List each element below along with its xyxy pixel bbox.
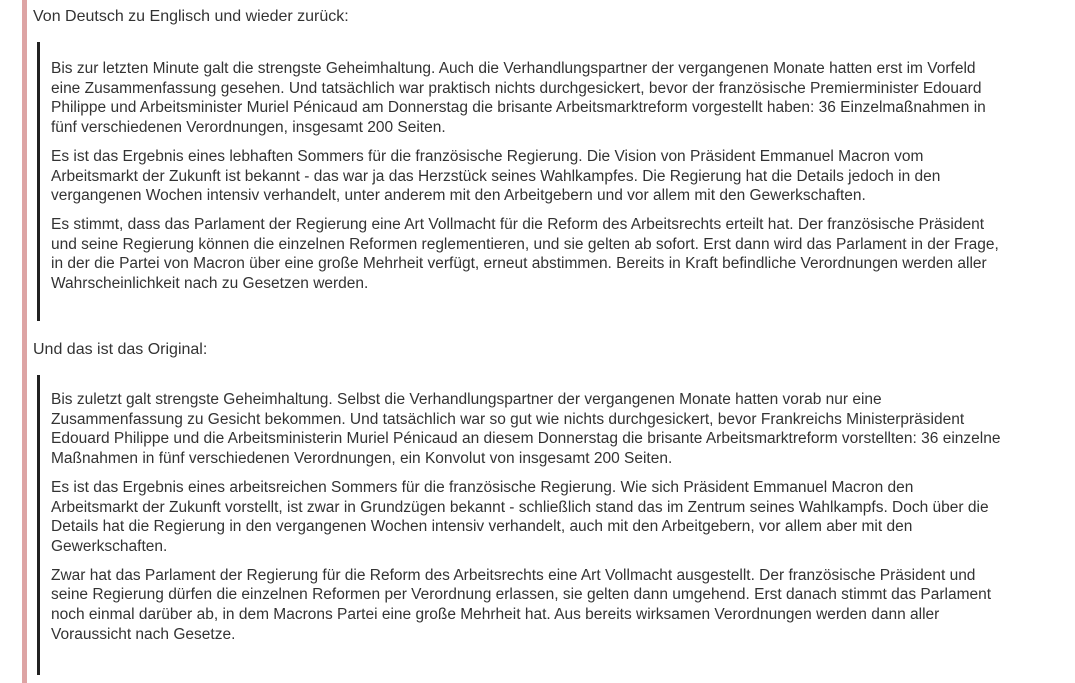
original-paragraph-3: Zwar hat das Parlament der Regierung für die Reform des Arbeitsrechts eine Art Vollmacht ausgestellt. Der französische Präsident und seine Regierung dürfen die einzelnen Reformen per Verordnung erlassen, sie gelten dann umgehend. Erst danach stimmt das Parlament noch einmal darüber ab, in dem Macrons Partei eine große Mehrheit hat. Aus bereits wirksamen Verordnungen werden dann aller Voraussicht nach Gesetze. (51, 566, 992, 643)
original-paragraph-1: Bis zuletzt galt strengste Geheimhaltung. Selbst die Verhandlungspartner der vergangenen Monate hatten vorab nur eine Zusammenfassung zu Gesicht bekommen. Und tatsächlich war so gut wie nichts durchgesickert, bevor Frankreichs Ministerpräsident Edouard Philippe und die Arbeitsministerin Muriel Pénicaud an diesem Donnerstag die brisante Arbeitsmarktreform vorstellten: 36 einzelne Maßnahmen in fünf verschiedenen Verordnungen, ein Konvolut von insgesamt 200 Seiten. (51, 391, 1001, 468)
translated-paragraph-3: Es stimmt, dass das Parlament der Regierung eine Art Vollmacht für die Reform des Arbeitsrechts erteilt hat. Der französische Präsident und seine Regierung können die einzelnen Reformen reglementieren, und sie gelten ab sofort. Erst dann wird das Parlament in der Frage, in der die Partei von Macron über eine große Mehrheit verfügt, erneut abstimmen. Bereits in Kraft befindliche Verordnungen werden aller Wahrscheinlichkeit nach zu Gesetzen werden. (51, 215, 999, 293)
intro-translation-label: Von Deutsch zu Englisch und wieder zurück: (33, 8, 349, 25)
translated-paragraph-2: Es ist das Ergebnis eines lebhaften Sommers für die französische Regierung. Die Vision von Präsident Emmanuel Macron vom Arbeitsmarkt der Zukunft ist bekannt - das war ja das Herzstück seines Wahlkampfes. Die Regierung hat die Details jedoch in den vergangenen Wochen intensiv verhandelt, unter anderem mit den Arbeitgebern und vor allem mit den Gewerkschaften. (51, 147, 941, 205)
original-text-blockquote (37, 375, 1002, 675)
translated-text-blockquote (37, 42, 1002, 321)
outer-blockquote (22, 0, 1062, 683)
original-paragraph-2: Es ist das Ergebnis eines arbeitsreichen Sommers für die französische Regierung. Wie sich Präsident Emmanuel Macron den Arbeitsmarkt der Zukunft vorstellt, ist zwar in Grundzügen bekannt - schließlich stand das im Zentrum seines Wahlkampfs. Doch über die Details hat die Regierung in den vergangenen Wochen intensiv verhandelt, auch mit den Arbeitgebern, vor allem aber mit den Gewerkschaften. (51, 478, 989, 555)
intro-original-label: Und das ist das Original: (33, 341, 208, 358)
translated-paragraph-1: Bis zur letzten Minute galt die strengste Geheimhaltung. Auch die Verhandlungspartner der vergangenen Monate hatten erst im Vorfeld eine Zusammenfassung gesehen. Und tatsächlich war praktisch nichts durchgesickert, bevor der französische Premierminister Edouard Philippe und Arbeitsminister Muriel Pénicaud am Donnerstag die brisante Arbeitsmarktreform vorgestellt haben: 36 Einzelmaßnahmen in fünf verschiedenen Verordnungen, insgesamt 200 Seiten. (51, 60, 986, 137)
